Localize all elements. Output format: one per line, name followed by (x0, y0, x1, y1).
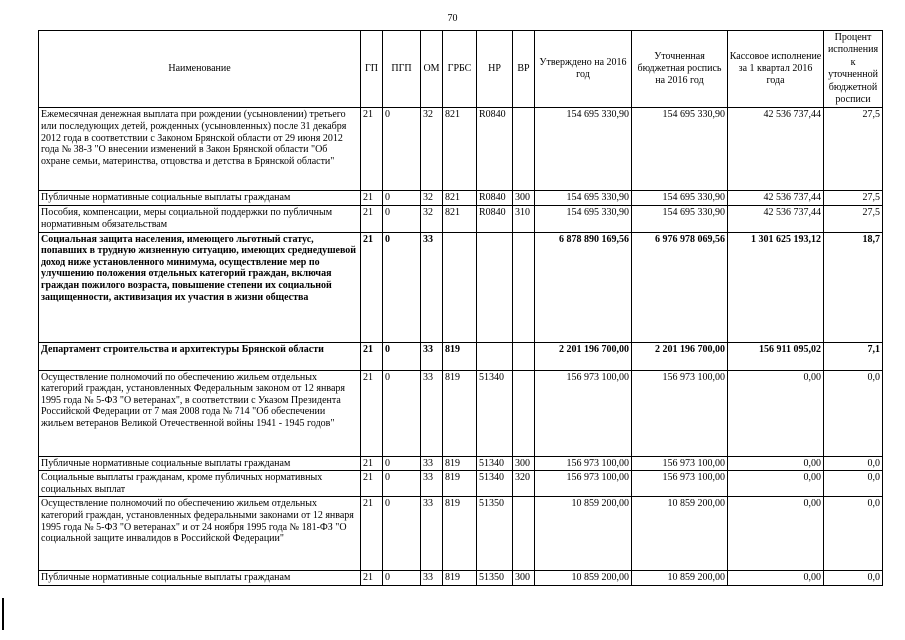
cell-grbs (443, 232, 477, 342)
cell-gp: 21 (361, 108, 383, 191)
cell-cash: 0,00 (728, 571, 824, 586)
header-refined: Уточненная бюджетная роспись на 2016 год (632, 31, 728, 108)
cell-name: Публичные нормативные социальные выплаты гражданам (39, 191, 361, 206)
cell-approved: 154 695 330,90 (535, 108, 632, 191)
cell-approved: 156 973 100,00 (535, 456, 632, 471)
cell-grbs: 821 (443, 191, 477, 206)
cell-vr (513, 497, 535, 571)
cell-grbs: 819 (443, 370, 477, 456)
cell-gp: 21 (361, 206, 383, 232)
cell-vr (513, 108, 535, 191)
cell-om: 32 (421, 206, 443, 232)
cell-percent: 18,7 (824, 232, 883, 342)
cell-om: 33 (421, 370, 443, 456)
cell-om: 33 (421, 232, 443, 342)
cell-om: 32 (421, 108, 443, 191)
cell-name: Осуществление полномочий по обеспечению жильем отдельных категорий граждан, установленных Федеральным законом от 12 января 1995 года № 5-ФЗ "О ветеранах", в соответствии с Указом Президента Российской Федерации от 7 мая 2008 года № 714 "Об обеспечении жильем ветеранов Великой Отечественной войны 1941 - 1945 годов" (39, 370, 361, 456)
cell-cash: 42 536 737,44 (728, 191, 824, 206)
cell-refined: 2 201 196 700,00 (632, 342, 728, 370)
table-row (39, 456, 883, 471)
cell-vr: 300 (513, 191, 535, 206)
page-edge-mark (2, 598, 4, 630)
cell-gp: 21 (361, 471, 383, 497)
cell-pgp: 0 (383, 108, 421, 191)
header-approved: Утверждено на 2016 год (535, 31, 632, 108)
cell-percent: 7,1 (824, 342, 883, 370)
cell-nr: 51350 (477, 497, 513, 571)
cell-grbs: 819 (443, 471, 477, 497)
header-om: ОМ (421, 31, 443, 108)
cell-grbs: 819 (443, 456, 477, 471)
cell-gp: 21 (361, 342, 383, 370)
cell-nr: 51350 (477, 571, 513, 586)
cell-nr: 51340 (477, 471, 513, 497)
cell-refined: 154 695 330,90 (632, 108, 728, 191)
cell-vr: 320 (513, 471, 535, 497)
cell-om: 33 (421, 497, 443, 571)
cell-pgp: 0 (383, 342, 421, 370)
cell-name: Публичные нормативные социальные выплаты гражданам (39, 571, 361, 586)
cell-nr: R0840 (477, 191, 513, 206)
cell-gp: 21 (361, 456, 383, 471)
header-pgp: ПГП (383, 31, 421, 108)
cell-gp: 21 (361, 571, 383, 586)
cell-grbs: 819 (443, 571, 477, 586)
cell-approved: 154 695 330,90 (535, 191, 632, 206)
cell-approved: 10 859 200,00 (535, 571, 632, 586)
cell-om: 32 (421, 191, 443, 206)
cell-pgp: 0 (383, 471, 421, 497)
table-header-row (39, 31, 883, 108)
table-row (39, 191, 883, 206)
table-row (39, 108, 883, 191)
cell-percent: 0,0 (824, 571, 883, 586)
cell-om: 33 (421, 342, 443, 370)
cell-refined: 6 976 978 069,56 (632, 232, 728, 342)
cell-name: Социальная защита населения, имеющего льготный статус, попавших в трудную жизненную ситуацию, имеющих среднедушевой доход ниже установленного минимума, осуществление мер по улучшению положения отдельных категорий граждан, включая граждан пожилого возраста, повышение степени их социальной защищенности, активизация их участия в жизни общества (39, 232, 361, 342)
cell-name: Ежемесячная денежная выплата при рождении (усыновлении) третьего или последующих детей, рожденных (усыновленных) после 31 декабря 2012 года в соответствии с Законом Брянской области от 29 июня 2012 года № 38-З "О внесении изменений в Закон Брянской области "Об охране семьи, материнства, отцовства и детства в Брянской области" (39, 108, 361, 191)
cell-percent: 27,5 (824, 108, 883, 191)
cell-om: 33 (421, 571, 443, 586)
cell-name: Социальные выплаты гражданам, кроме публичных нормативных социальных выплат (39, 471, 361, 497)
page-number: 70 (447, 13, 458, 24)
cell-cash: 156 911 095,02 (728, 342, 824, 370)
cell-om: 33 (421, 456, 443, 471)
cell-approved: 2 201 196 700,00 (535, 342, 632, 370)
cell-pgp: 0 (383, 497, 421, 571)
cell-refined: 156 973 100,00 (632, 456, 728, 471)
cell-refined: 10 859 200,00 (632, 571, 728, 586)
cell-vr: 310 (513, 206, 535, 232)
cell-refined: 154 695 330,90 (632, 206, 728, 232)
table-row (39, 342, 883, 370)
cell-percent: 0,0 (824, 456, 883, 471)
header-name: Наименование (39, 31, 361, 108)
cell-nr (477, 232, 513, 342)
cell-cash: 0,00 (728, 471, 824, 497)
header-nr: НР (477, 31, 513, 108)
cell-pgp: 0 (383, 456, 421, 471)
cell-grbs: 819 (443, 342, 477, 370)
cell-percent: 27,5 (824, 206, 883, 232)
budget-table (38, 30, 883, 586)
cell-gp: 21 (361, 370, 383, 456)
cell-approved: 10 859 200,00 (535, 497, 632, 571)
cell-nr: R0840 (477, 108, 513, 191)
cell-vr: 300 (513, 571, 535, 586)
cell-pgp: 0 (383, 206, 421, 232)
header-gp: ГП (361, 31, 383, 108)
cell-approved: 156 973 100,00 (535, 471, 632, 497)
cell-name: Департамент строительства и архитектуры Брянской области (39, 342, 361, 370)
cell-name: Осуществление полномочий по обеспечению жильем отдельных категорий граждан, установленных федеральными законами от 12 января 1995 года № 5-ФЗ "О ветеранах" и от 24 ноября 1995 года № 181-ФЗ "О социальной защите инвалидов в Российской Федерации" (39, 497, 361, 571)
table-row (39, 497, 883, 571)
cell-refined: 156 973 100,00 (632, 370, 728, 456)
cell-name: Пособия, компенсации, меры социальной поддержки по публичным нормативным обязательствам (39, 206, 361, 232)
cell-vr (513, 370, 535, 456)
cell-gp: 21 (361, 191, 383, 206)
cell-name: Публичные нормативные социальные выплаты гражданам (39, 456, 361, 471)
header-vr: ВР (513, 31, 535, 108)
cell-cash: 42 536 737,44 (728, 206, 824, 232)
cell-pgp: 0 (383, 571, 421, 586)
cell-cash: 0,00 (728, 456, 824, 471)
header-percent: Процент исполнения к уточненной бюджетной росписи (824, 31, 883, 108)
cell-percent: 0,0 (824, 370, 883, 456)
cell-approved: 154 695 330,90 (535, 206, 632, 232)
cell-refined: 10 859 200,00 (632, 497, 728, 571)
cell-vr (513, 342, 535, 370)
cell-grbs: 821 (443, 206, 477, 232)
cell-cash: 0,00 (728, 370, 824, 456)
cell-percent: 0,0 (824, 497, 883, 571)
cell-refined: 156 973 100,00 (632, 471, 728, 497)
cell-approved: 6 878 890 169,56 (535, 232, 632, 342)
table-row (39, 206, 883, 232)
cell-nr: 51340 (477, 370, 513, 456)
cell-vr: 300 (513, 456, 535, 471)
table-row (39, 370, 883, 456)
header-cash: Кассовое исполнение за 1 квартал 2016 года (728, 31, 824, 108)
cell-gp: 21 (361, 232, 383, 342)
cell-nr: R0840 (477, 206, 513, 232)
cell-pgp: 0 (383, 191, 421, 206)
cell-gp: 21 (361, 497, 383, 571)
cell-percent: 27,5 (824, 191, 883, 206)
cell-percent: 0,0 (824, 471, 883, 497)
cell-grbs: 821 (443, 108, 477, 191)
cell-refined: 154 695 330,90 (632, 191, 728, 206)
cell-vr (513, 232, 535, 342)
cell-nr: 51340 (477, 456, 513, 471)
table-row (39, 571, 883, 586)
table-row (39, 232, 883, 342)
cell-cash: 0,00 (728, 497, 824, 571)
cell-cash: 1 301 625 193,12 (728, 232, 824, 342)
cell-om: 33 (421, 471, 443, 497)
cell-grbs: 819 (443, 497, 477, 571)
cell-pgp: 0 (383, 370, 421, 456)
table-row (39, 471, 883, 497)
cell-cash: 42 536 737,44 (728, 108, 824, 191)
cell-pgp: 0 (383, 232, 421, 342)
header-grbs: ГРБС (443, 31, 477, 108)
cell-nr (477, 342, 513, 370)
cell-approved: 156 973 100,00 (535, 370, 632, 456)
